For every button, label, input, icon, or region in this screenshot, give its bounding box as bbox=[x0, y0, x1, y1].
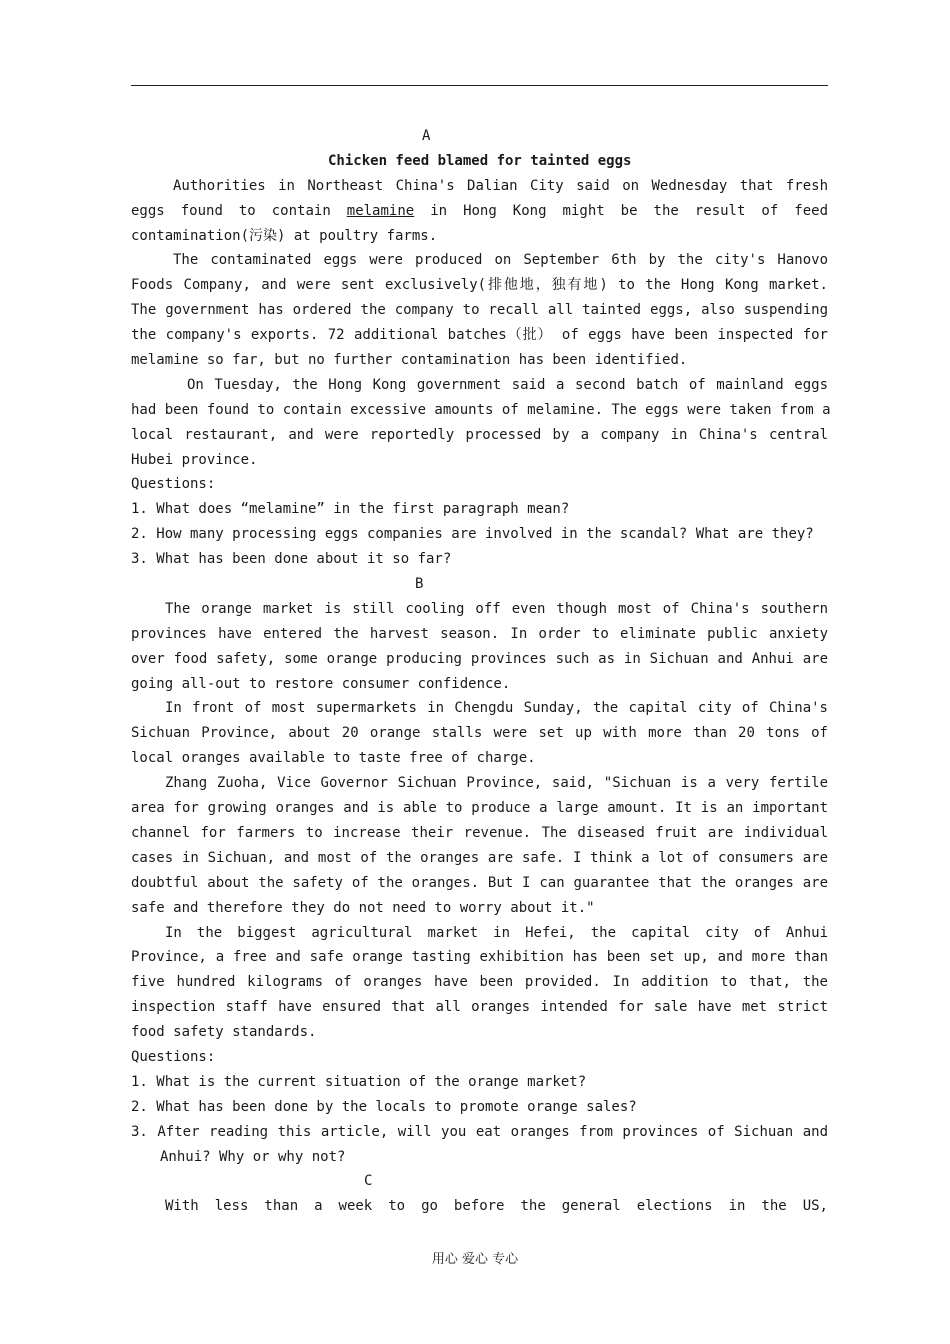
questions-label: Questions: bbox=[131, 476, 216, 493]
underlined-word: melamine bbox=[346, 202, 415, 219]
question-item: 1. What does “melamine” in the first paragraph mean? bbox=[131, 501, 570, 518]
question-item: 1. What is the current situation of the orange market? bbox=[131, 1073, 587, 1090]
section-a-letter: A bbox=[422, 128, 431, 144]
text-line: On Tuesday, the Hong Kong government said a second batch of mainland eggs bbox=[187, 376, 828, 393]
text-line: food safety standards. bbox=[131, 1024, 317, 1041]
section-a-title: Chicken feed blamed for tainted eggs bbox=[328, 152, 632, 169]
text-line: Foods Company, and were sent exclusively(排他地，独有地) to the Hong Kong market. bbox=[131, 277, 828, 294]
section-b-paragraph-4 bbox=[131, 921, 828, 1045]
document-body bbox=[131, 124, 831, 1219]
text-line: doubtful about the safety of the oranges. But I can guarantee that the oranges are bbox=[131, 874, 828, 891]
text-line: contamination(污染) at poultry farms. bbox=[131, 227, 438, 244]
question-item: 3. After reading this article, will you eat oranges from provinces of Sichuan and bbox=[131, 1123, 828, 1140]
header-rule bbox=[131, 85, 828, 86]
question-item: 3. What has been done about it so far? bbox=[131, 551, 452, 568]
section-a-paragraph-3 bbox=[131, 373, 831, 473]
text-line: safe and therefore they do not need to worry about it." bbox=[131, 899, 595, 916]
text-line bbox=[131, 199, 828, 224]
question-continuation: Anhui? Why or why not? bbox=[160, 1148, 346, 1165]
text-line: melamine so far, but no further contamination has been identified. bbox=[131, 352, 688, 369]
text-line: local restaurant, and were reportedly processed by a company in China's central bbox=[131, 426, 828, 443]
section-a-paragraph-1 bbox=[131, 174, 828, 249]
section-c-letter: C bbox=[364, 1173, 373, 1190]
text-line: Province, a free and safe orange tasting exhibition has been set up, and more than bbox=[131, 949, 828, 966]
text-line: Authorities in Northeast China's Dalian City said on Wednesday that fresh bbox=[173, 177, 828, 194]
text-line: provinces have entered the harvest season. In order to eliminate public anxiety bbox=[131, 625, 828, 642]
text-line: Hubei province. bbox=[131, 451, 258, 468]
section-b-paragraph-1 bbox=[131, 597, 828, 697]
text-line: inspection staff have ensured that all oranges intended for sale have met strict bbox=[131, 999, 828, 1016]
text-line: going all-out to restore consumer confidence. bbox=[131, 675, 511, 692]
text-line: The contaminated eggs were produced on September 6th by the city's Hanovo bbox=[173, 252, 828, 269]
page-footer: 用心 爱心 专心 bbox=[431, 1252, 519, 1267]
text-line: local oranges available to taste free of charge. bbox=[131, 750, 536, 767]
text-line: cases in Sichuan, and most of the oranges are safe. I think a lot of consumers are bbox=[131, 849, 828, 866]
questions-label: Questions: bbox=[131, 1048, 216, 1065]
text-line: channel for farmers to increase their revenue. The diseased fruit are individual bbox=[131, 824, 828, 841]
text-line: Zhang Zuoha, Vice Governor Sichuan Province, said, "Sichuan is a very fertile bbox=[165, 775, 828, 792]
text-line: Sichuan Province, about 20 orange stalls were set up with more than 20 tons of bbox=[131, 725, 828, 742]
section-b-letter: B bbox=[415, 576, 424, 593]
question-item: 2. How many processing eggs companies are involved in the scandal? What are they? bbox=[131, 526, 814, 543]
text-line: The government has ordered the company to recall all tainted eggs, also suspending bbox=[131, 302, 828, 319]
text-line: the company's exports. 72 additional batches（批） of eggs have been inspected for bbox=[131, 327, 828, 344]
text-line: had been found to contain excessive amounts of melamine. The eggs were taken from a bbox=[131, 401, 831, 418]
text-line: In the biggest agricultural market in Hefei, the capital city of Anhui bbox=[165, 924, 828, 941]
text-line: area for growing oranges and is able to produce a large amount. It is an important bbox=[131, 800, 828, 817]
text-line: five hundred kilograms of oranges have been provided. In addition to that, the bbox=[131, 974, 828, 991]
text-line: In front of most supermarkets in Chengdu Sunday, the capital city of China's bbox=[165, 700, 828, 717]
section-b-paragraph-3 bbox=[131, 771, 828, 920]
text-line: The orange market is still cooling off even though most of China's southern bbox=[165, 600, 828, 617]
text-span: eggs found to contain bbox=[131, 202, 347, 219]
text-line: With less than a week to go before the general elections in the US, bbox=[165, 1198, 828, 1215]
text-line: over food safety, some orange producing provinces such as in Sichuan and Anhui are bbox=[131, 650, 828, 667]
text-span: in Hong Kong might be the result of feed bbox=[414, 202, 829, 219]
section-a-paragraph-2 bbox=[131, 248, 828, 372]
section-b-paragraph-2 bbox=[131, 696, 828, 771]
question-item: 2. What has been done by the locals to promote orange sales? bbox=[131, 1098, 637, 1115]
